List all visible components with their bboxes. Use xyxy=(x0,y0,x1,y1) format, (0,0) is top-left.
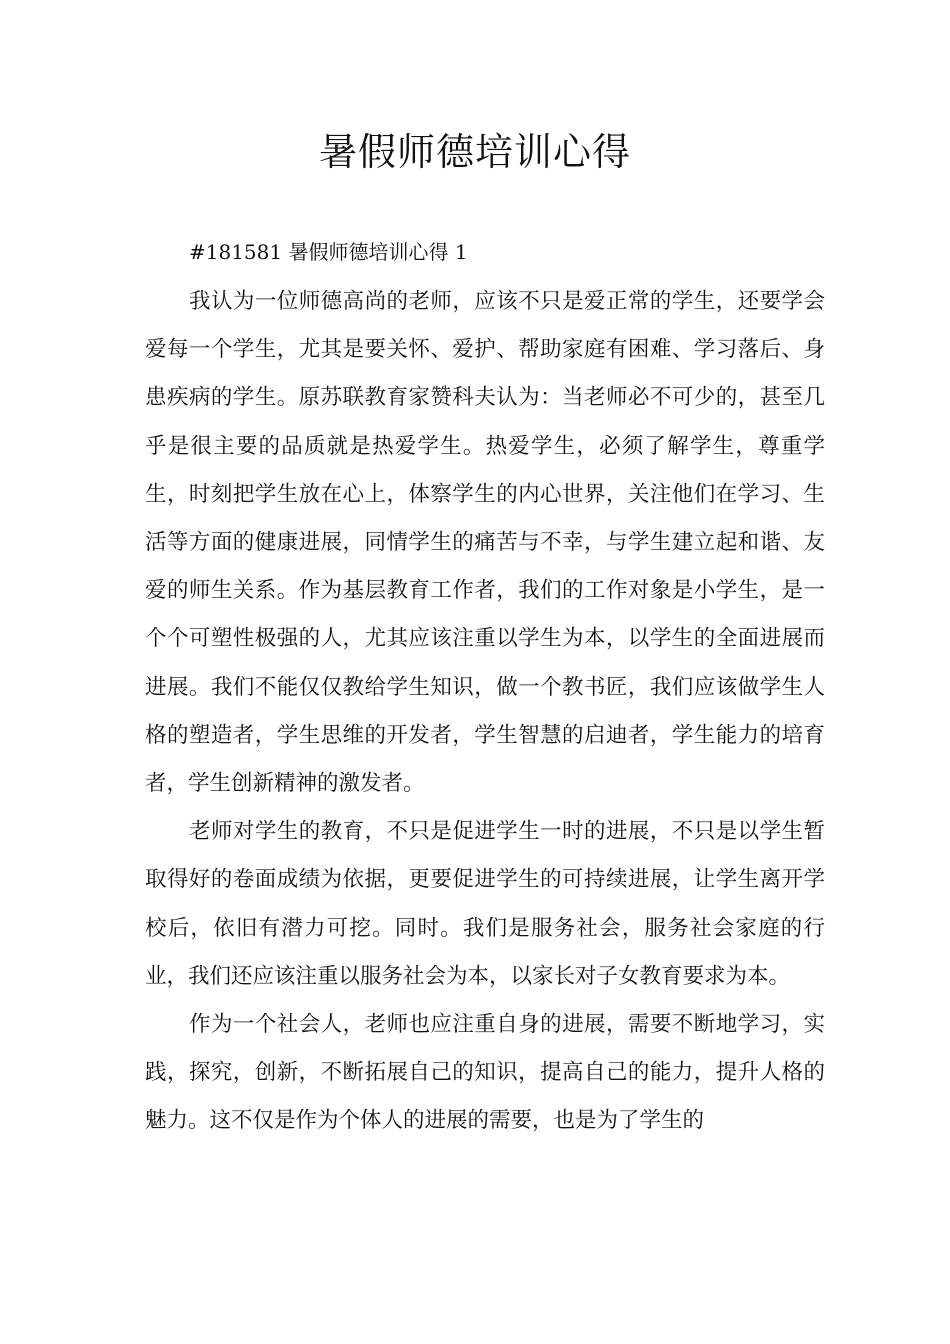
document-title: 暑假师德培训心得 xyxy=(318,130,631,174)
paragraph: 我认为一位师德高尚的老师，应该不只是爱正常的学生，还要学会爱每一个学生，尤其是要关怀、爱护、帮助家庭有困难、学习落后、身患疾病的学生。原苏联教育家赞科夫认为：当老师必不可少的，甚至几乎是很主要的品质就是热爱学生。热爱学生，必须了解学生，尊重学生，时刻把学生放在心上，体察学生的内心世界，关注他们在学习、生活等方面的健康进展，同情学生的痛苦与不幸，与学生建立起和谐、友爱的师生关系。作为基层教育工作者，我们的工作对象是小学生，是一个个可塑性极强的人，尤其应该注重以学生为本，以学生的全面进展而进展。我们不能仅仅教给学生知识，做一个教书匠，我们应该做学生人格的塑造者，学生思维的开发者，学生智慧的启迪者，学生能力的培育者，学生创新精神的激发者。 xyxy=(145,289,825,797)
document-body xyxy=(145,226,825,1146)
paragraph: 老师对学生的教育，不只是促进学生一时的进展，不只是以学生暂取得好的卷面成绩为依据，更要促进学生的可持续进展，让学生离开学校后，依旧有潜力可挖。同时。我们是服务社会，服务社会家庭的行业，我们还应该注重以服务社会为本，以家长对子女教育要求为本。 xyxy=(145,819,825,989)
paragraph: 作为一个社会人，老师也应注重自身的进展，需要不断地学习，实践，探究，创新，不断拓展自己的知识，提高自己的能力，提升人格的魅力。这不仅是作为个体人的进展的需要，也是为了学生的 xyxy=(145,1012,825,1134)
document-subheading: #181581 暑假师德培训心得 1 xyxy=(189,240,468,264)
